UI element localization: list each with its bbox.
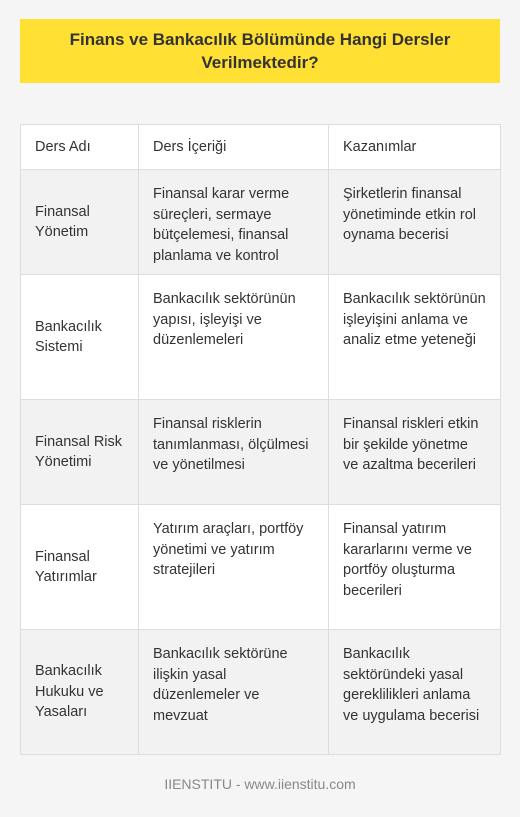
table-row — [21, 505, 501, 630]
table-header-row — [21, 125, 501, 170]
outcome-cell: Bankacılık sektöründeki yasal gereklilikleri anlama ve uygulama becerisi — [329, 630, 501, 755]
table-row — [21, 170, 501, 275]
footer-credit: IIENSTITU - www.iienstitu.com — [164, 776, 356, 792]
course-name-cell: Finansal Yönetim — [21, 170, 139, 275]
courses-table-container — [20, 124, 500, 755]
page-title: Finans ve Bankacılık Bölümünde Hangi Dersler Verilmektedir? — [69, 30, 451, 72]
course-content-cell: Bankacılık sektörünün yapısı, işleyişi ve düzenlemeleri — [139, 275, 329, 400]
header-course-content: Ders İçeriği — [139, 125, 329, 170]
course-name-cell: Bankacılık Sistemi — [21, 275, 139, 400]
header-outcomes: Kazanımlar — [329, 125, 501, 170]
header-course-name: Ders Adı — [21, 125, 139, 170]
course-content-cell: Finansal karar verme süreçleri, sermaye bütçelemesi, finansal planlama ve kontrol — [139, 170, 329, 275]
course-content-cell: Finansal risklerin tanımlanması, ölçülmesi ve yönetilmesi — [139, 400, 329, 505]
outcome-cell: Finansal riskleri etkin bir şekilde yönetme ve azaltma becerileri — [329, 400, 501, 505]
table-row — [21, 400, 501, 505]
course-name-cell: Bankacılık Hukuku ve Yasaları — [21, 630, 139, 755]
course-name-cell: Finansal Yatırımlar — [21, 505, 139, 630]
table-row — [21, 275, 501, 400]
title-banner — [20, 19, 500, 83]
outcome-cell: Finansal yatırım kararlarını verme ve portföy oluşturma becerileri — [329, 505, 501, 630]
course-content-cell: Yatırım araçları, portföy yönetimi ve yatırım stratejileri — [139, 505, 329, 630]
outcome-cell: Bankacılık sektörünün işleyişini anlama ve analiz etme yeteneği — [329, 275, 501, 400]
courses-table — [20, 124, 501, 755]
course-content-cell: Bankacılık sektörüne ilişkin yasal düzenlemeler ve mevzuat — [139, 630, 329, 755]
course-name-cell: Finansal Risk Yönetimi — [21, 400, 139, 505]
outcome-cell: Şirketlerin finansal yönetiminde etkin rol oynama becerisi — [329, 170, 501, 275]
table-row — [21, 630, 501, 755]
